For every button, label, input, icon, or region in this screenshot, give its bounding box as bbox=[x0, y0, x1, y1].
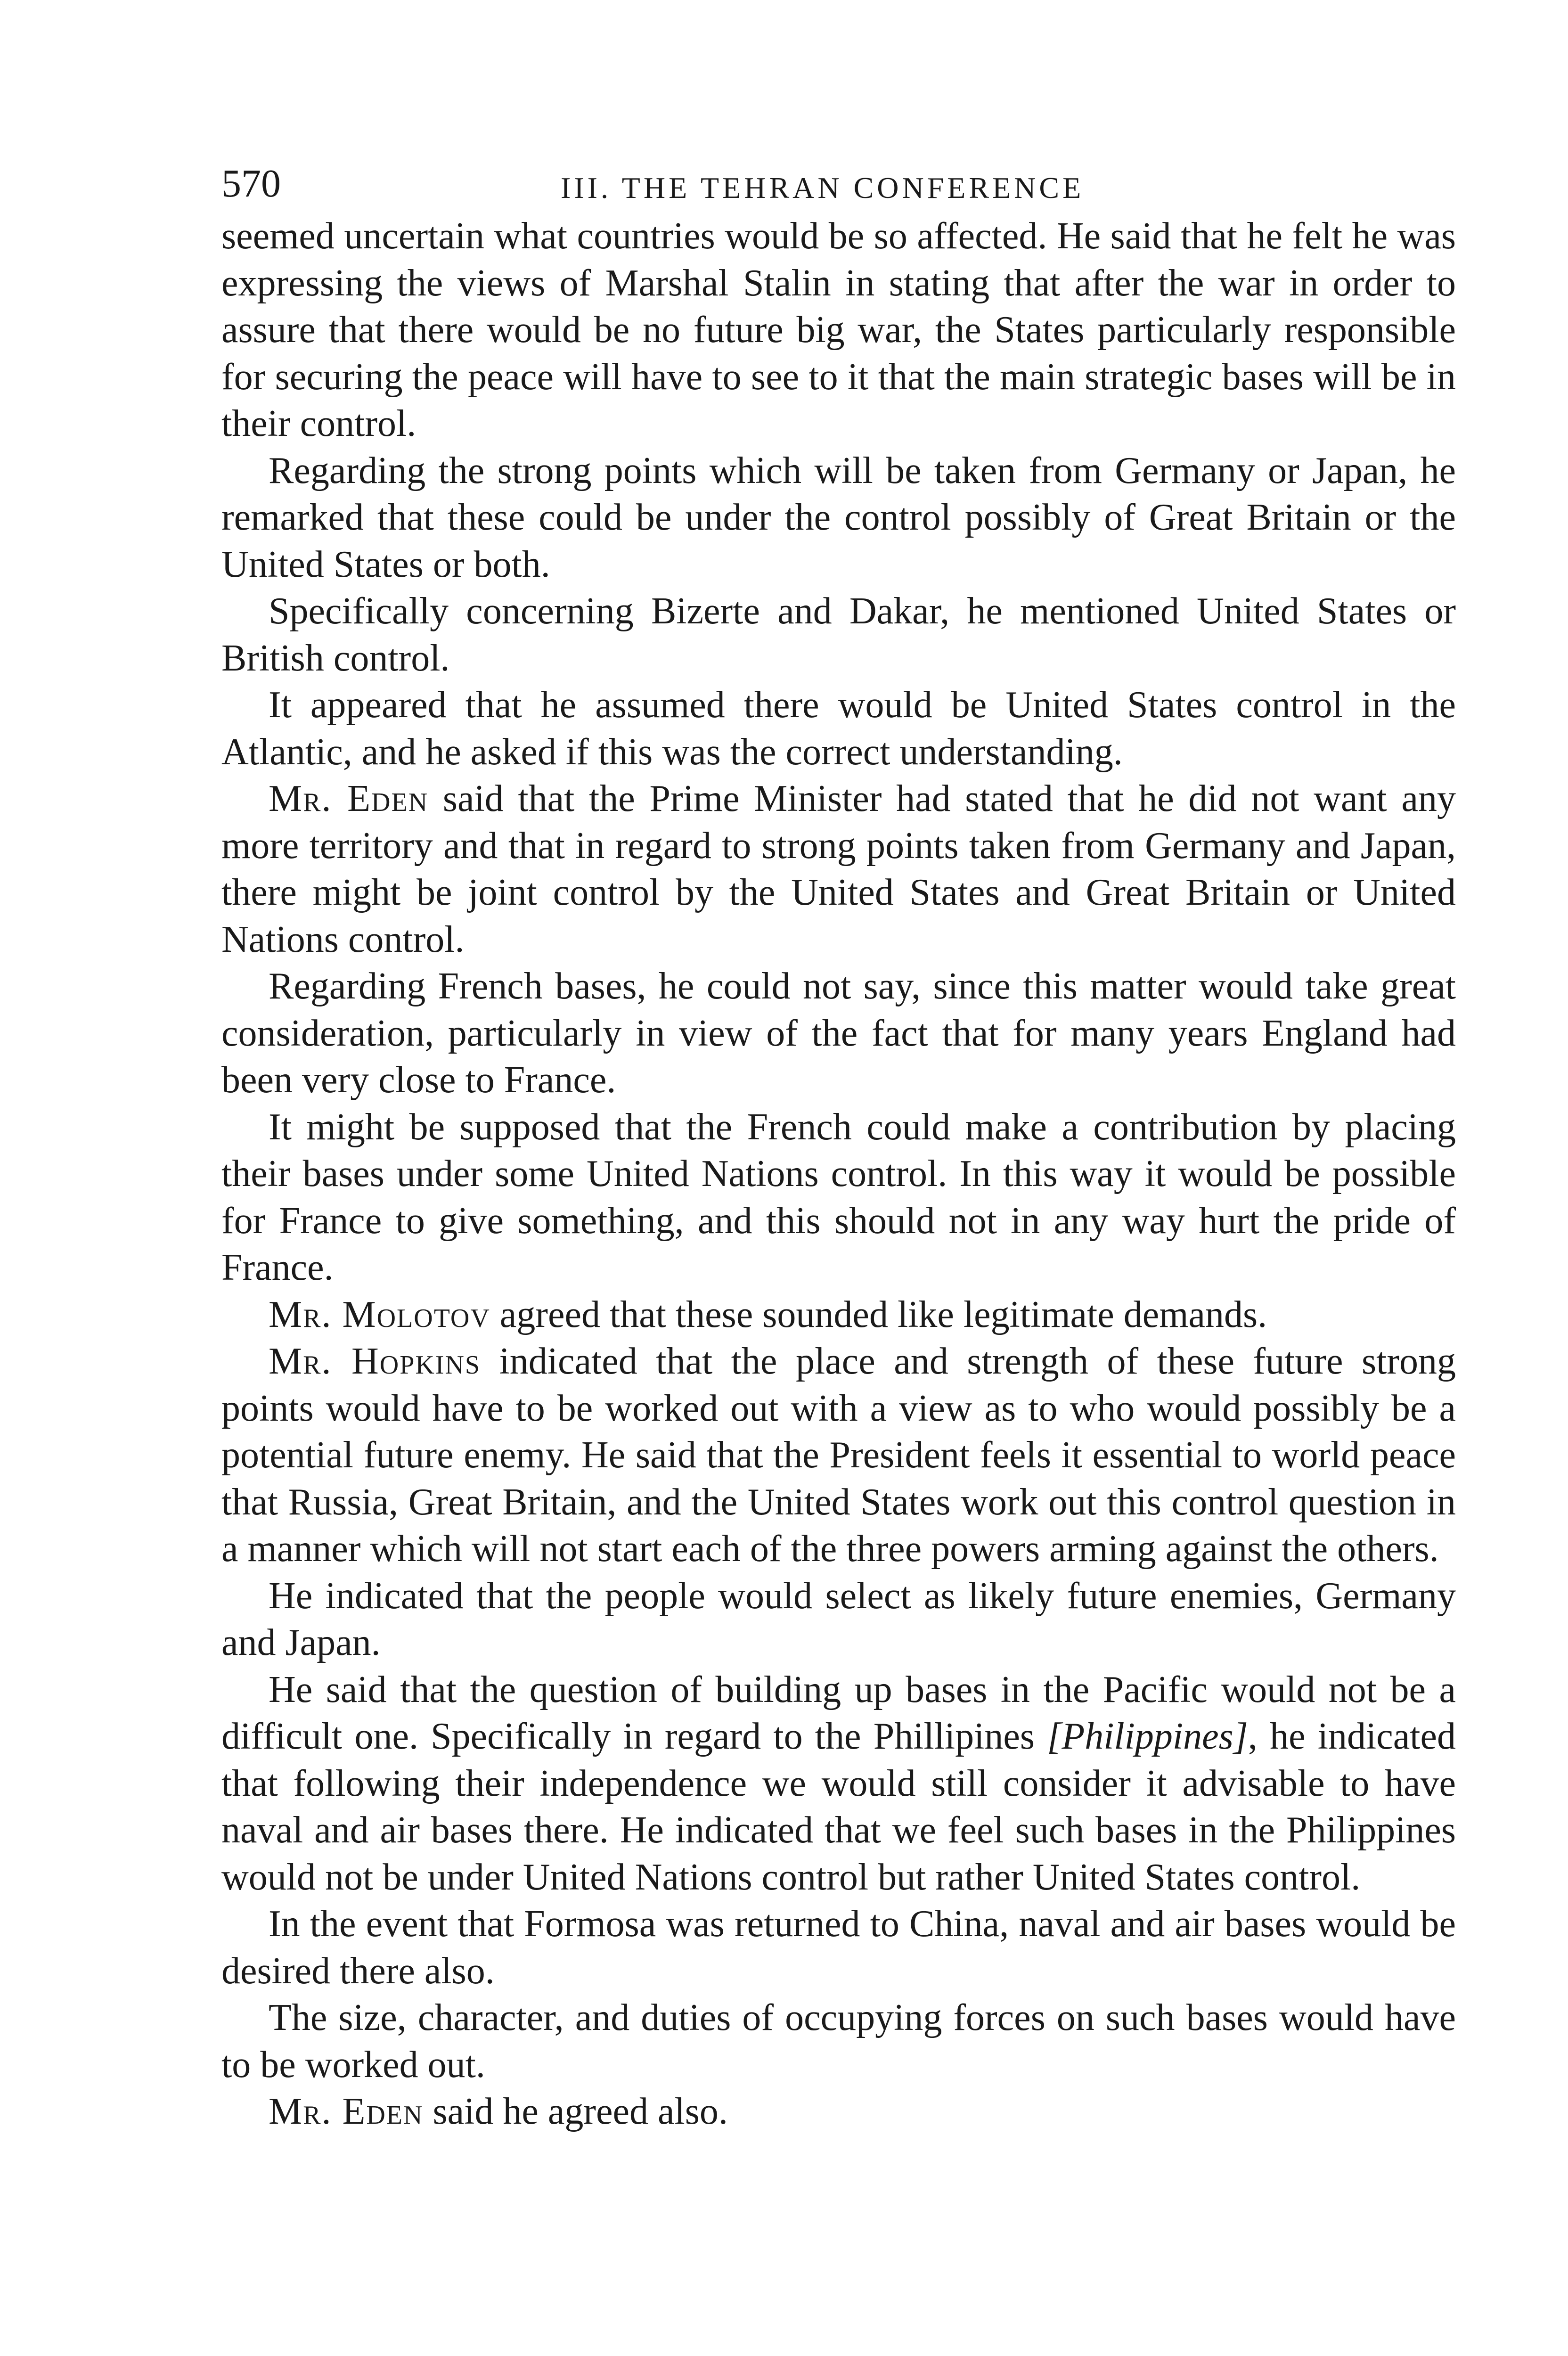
paragraph: Mr. Hopkins indicated that the place and strength of these future strong points would have to be worked out with a view as to who would possibly be a potential future enemy. He said that the President feels it essential to world peace that Russia, Great Britain, and the United States work out this control question in a manner which will not start each of the three powers arming against the others. bbox=[221, 1341, 1456, 1570]
paragraph: He indicated that the people would select as likely future enemies, Germany and Japan. bbox=[221, 1575, 1456, 1663]
speaker-name: Mr. Hopkins bbox=[269, 1341, 481, 1382]
paragraph: Specifically concerning Bizerte and Dakar, he mentioned United States or British control. bbox=[221, 590, 1456, 679]
editorial-correction: [Philippines] bbox=[1047, 1716, 1248, 1757]
page-header bbox=[221, 160, 1456, 212]
paragraph: Mr. Eden said that the Prime Minister had stated that he did not want any more territory and that in regard to strong points taken from Germany and Japan, there might be joint control by the United States and Great Britain or United Nations control. bbox=[221, 778, 1456, 960]
document-page bbox=[221, 160, 1456, 2135]
speaker-name: Mr. Eden bbox=[269, 2091, 424, 2132]
paragraph: In the event that Formosa was returned to China, naval and air bases would be desired there also. bbox=[221, 1903, 1456, 1992]
paragraph: Regarding the strong points which will be taken from Germany or Japan, he remarked that these could be under the control possibly of Great Britain or the United States or both. bbox=[221, 450, 1456, 585]
body-text bbox=[221, 213, 1456, 2135]
running-head: III. THE TEHRAN CONFERENCE bbox=[561, 171, 1085, 205]
paragraph: Mr. Eden said he agreed also. bbox=[269, 2091, 728, 2132]
paragraph: The size, character, and duties of occupying forces on such bases would have to be worked out. bbox=[221, 1997, 1456, 2086]
paragraph: Regarding French bases, he could not say, since this matter would take great consideration, particularly in view of the fact that for many years England had been very close to France. bbox=[221, 965, 1456, 1101]
paragraph: seemed uncertain what countries would be so affected. He said that he felt he was expressing the views of Marshal Stalin in stating that after the war in order to assure that there would be no future big war, the States particularly responsible for securing the peace will have to see to it that the main strategic bases will be in their control. bbox=[221, 215, 1456, 444]
paragraph: Mr. Molotov agreed that these sounded like legitimate demands. bbox=[269, 1293, 1267, 1335]
paragraph: It might be supposed that the French could make a contribution by placing their bases under some United Nations control. In this way it would be possible for France to give something, and this should not in any way hurt the pride of France. bbox=[221, 1106, 1456, 1288]
speaker-name: Mr. Eden bbox=[269, 778, 429, 819]
speaker-name: Mr. Molotov bbox=[269, 1293, 490, 1335]
paragraph: He said that the question of building up bases in the Pacific would not be a difficult one. Specifically in regard to the Phillipines [Philippines], he indicated that following their independence we would still consider it advisable to have naval and air bases there. He indicated that we feel such bases in the Philippines would not be under United Nations control but rather United States control. bbox=[221, 1669, 1456, 1898]
paragraph: It appeared that he assumed there would be United States control in the Atlantic, and he asked if this was the correct understanding. bbox=[221, 684, 1456, 773]
page-number: 570 bbox=[221, 162, 281, 205]
